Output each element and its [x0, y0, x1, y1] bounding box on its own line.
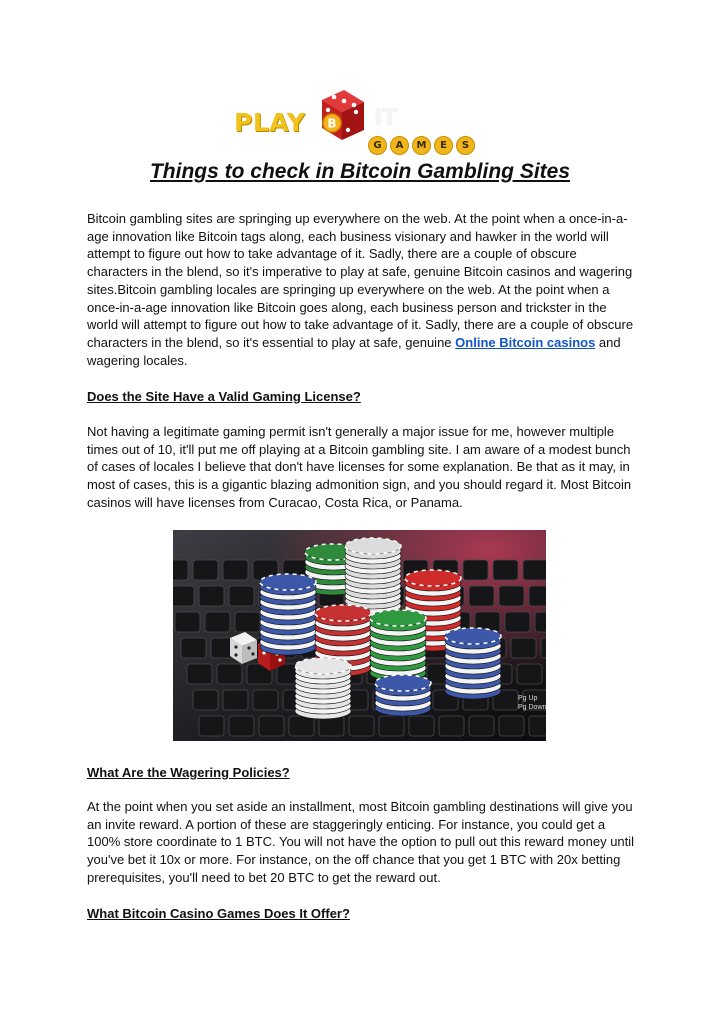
keyboard-key [193, 690, 218, 710]
keyboard-key [469, 586, 494, 606]
section-heading-games: What Bitcoin Casino Games Does It Offer? [87, 906, 350, 921]
logo-games-letter: G [368, 136, 387, 155]
section-heading-wagering: What Are the Wagering Policies? [87, 765, 290, 780]
keyboard-key [199, 586, 224, 606]
intro-paragraph [87, 210, 635, 369]
section-heading-license: Does the Site Have a Valid Gaming License? [87, 389, 361, 404]
keyboard-key [199, 716, 224, 736]
keyboard-key [187, 664, 212, 684]
keyboard-key [173, 560, 188, 580]
logo-brand-text: IT [374, 106, 398, 131]
keyboard-key [235, 612, 260, 632]
keyboard-key [529, 586, 546, 606]
logo-games-coins [368, 136, 475, 155]
pgdown-key-label: Pg Down [518, 704, 546, 711]
intro-text: Bitcoin gambling sites are springing up everywhere on the web. At the point when a once-in-a-age innovation like Bitcoin tags along, each business visionary and hawker in the world will attempt to figure out how to take advantage of it. Sadly, there are a couple of obscure characters in the blend, so it's imperative to play at safe, genuine Bitcoin casinos and wagering sites.Bitcoin gambling locales are springing up everywhere on the web. At the point when a once-in-a-age innovation like Bitcoin goes along, each business person and trickster in the world will attempt to figure out how to take advantage of it. Sadly, there are a couple of obscure characters in the blend, so it's essential to play at safe, genuine [87, 211, 634, 350]
dice-icon [312, 86, 368, 144]
section-body-wagering: At the point when you set aside an installment, most Bitcoin gambling destinations will give you an invite reward. A portion of these are staggeringly enticing. For instance, you could get a 100% store coordinate to 1 BTC. You will not have the option to pull out this reward money until you've bet it 10x or more. For instance, on the off chance that you get 1 BTC with 20x betting prerequisites, you'll need to bet 20 BTC to get the reward out. [87, 799, 635, 885]
chip-stack [375, 675, 431, 716]
keyboard-key [499, 586, 524, 606]
keyboard-key [349, 716, 374, 736]
keyboard-key [409, 716, 434, 736]
logo-games-letter: S [456, 136, 475, 155]
keyboard-key [463, 560, 488, 580]
pgup-key-label: Pg Up [518, 695, 538, 702]
keyboard-key [541, 638, 546, 658]
keyboard-key [535, 612, 546, 632]
page-title: Things to check in Bitcoin Gambling Sites [149, 160, 571, 183]
keyboard-key [469, 716, 494, 736]
keyboard-key [511, 638, 536, 658]
keyboard-key [517, 664, 542, 684]
keyboard-key [175, 612, 200, 632]
casino-chips-keyboard-image [173, 530, 546, 741]
logo-coin-symbol: B [327, 116, 337, 131]
logo-games-letter: M [412, 136, 431, 155]
section-body-license: Not having a legitimate gaming permit isn't generally a major issue for me, however multiple times out of 10, it'll put me off playing at a Bitcoin gambling site. I am aware of a modest bunch of cases of locales I believe that don't have licenses for some explanation. Be that as it may, in most of cases, this is a gigantic blazing admonition sign, and you should regard it. Most Bitcoin casinos will have licenses from Curacao, Costa Rica, or Panama. [87, 424, 632, 510]
keyboard-key [493, 560, 518, 580]
keyboard-key [217, 664, 242, 684]
keyboard-key [229, 716, 254, 736]
keyboard-key [439, 716, 464, 736]
keyboard-key [379, 716, 404, 736]
chip-stack [260, 574, 316, 655]
keyboard-key [223, 560, 248, 580]
keyboard-key [181, 638, 206, 658]
logo-games-letter: A [390, 136, 409, 155]
keyboard-key [529, 716, 546, 736]
intro-tail: and wagering locales. [87, 334, 621, 368]
keyboard-key [505, 612, 530, 632]
keyboard-key [499, 716, 524, 736]
keyboard-key [523, 560, 546, 580]
brand-logo [228, 86, 490, 158]
logo-play-text: PLAY [234, 108, 306, 137]
keyboard-key [259, 716, 284, 736]
chip-stack [370, 610, 426, 681]
keyboard-key [229, 586, 254, 606]
keyboard-key [289, 716, 314, 736]
chip-stack [445, 628, 501, 699]
keyboard-key [223, 690, 248, 710]
keyboard-key [205, 612, 230, 632]
chip-stack [295, 658, 351, 719]
online-bitcoin-casinos-link[interactable]: Online Bitcoin casinos [455, 334, 596, 350]
keyboard-key [253, 690, 278, 710]
keyboard-key [173, 586, 194, 606]
keyboard-key [193, 560, 218, 580]
logo-games-letter: E [434, 136, 453, 155]
